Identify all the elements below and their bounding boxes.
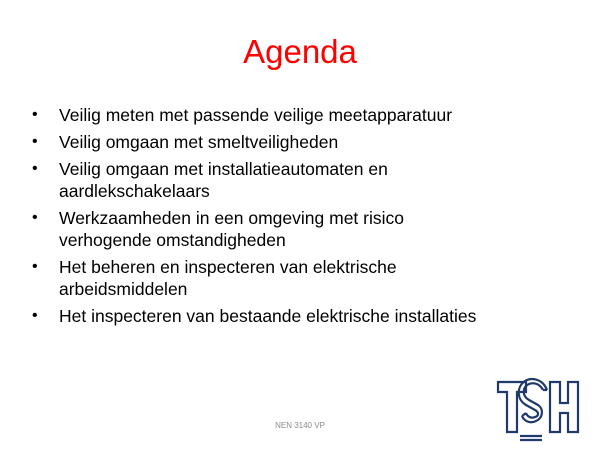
agenda-item-line: Werkzaamheden in een omgeving met risico [59,208,404,228]
bullet-icon: • [32,160,38,177]
agenda-item-line: Veilig omgaan met installatieautomaten en [59,159,388,179]
bullet-icon: • [32,307,38,324]
agenda-item-line: aardlekschakelaars [59,181,210,201]
agenda-item [30,131,570,153]
agenda-item [30,158,570,202]
bullet-icon: • [32,209,38,226]
tsh-monogram-logo-icon [496,376,580,446]
agenda-item [30,207,570,251]
agenda-item [30,305,570,327]
agenda-item-line: Veilig omgaan met smeltveiligheden [59,132,339,152]
slide-title: Agenda [243,33,357,70]
bullet-icon: • [32,258,38,275]
bullet-icon: • [32,106,38,123]
agenda-item-line: verhogende omstandigheden [59,230,286,250]
slide-footer: NEN 3140 VP [275,421,325,430]
agenda-item-line: Het inspecteren van bestaande elektrische installaties [59,306,477,326]
agenda-list [30,104,570,332]
agenda-item-line: arbeidsmiddelen [59,279,188,299]
bullet-icon: • [32,133,38,150]
agenda-item-line: Veilig meten met passende veilige meetapparatuur [59,105,453,125]
agenda-item [30,104,570,126]
agenda-item-line: Het beheren en inspecteren van elektrische [59,257,397,277]
agenda-item [30,256,570,300]
